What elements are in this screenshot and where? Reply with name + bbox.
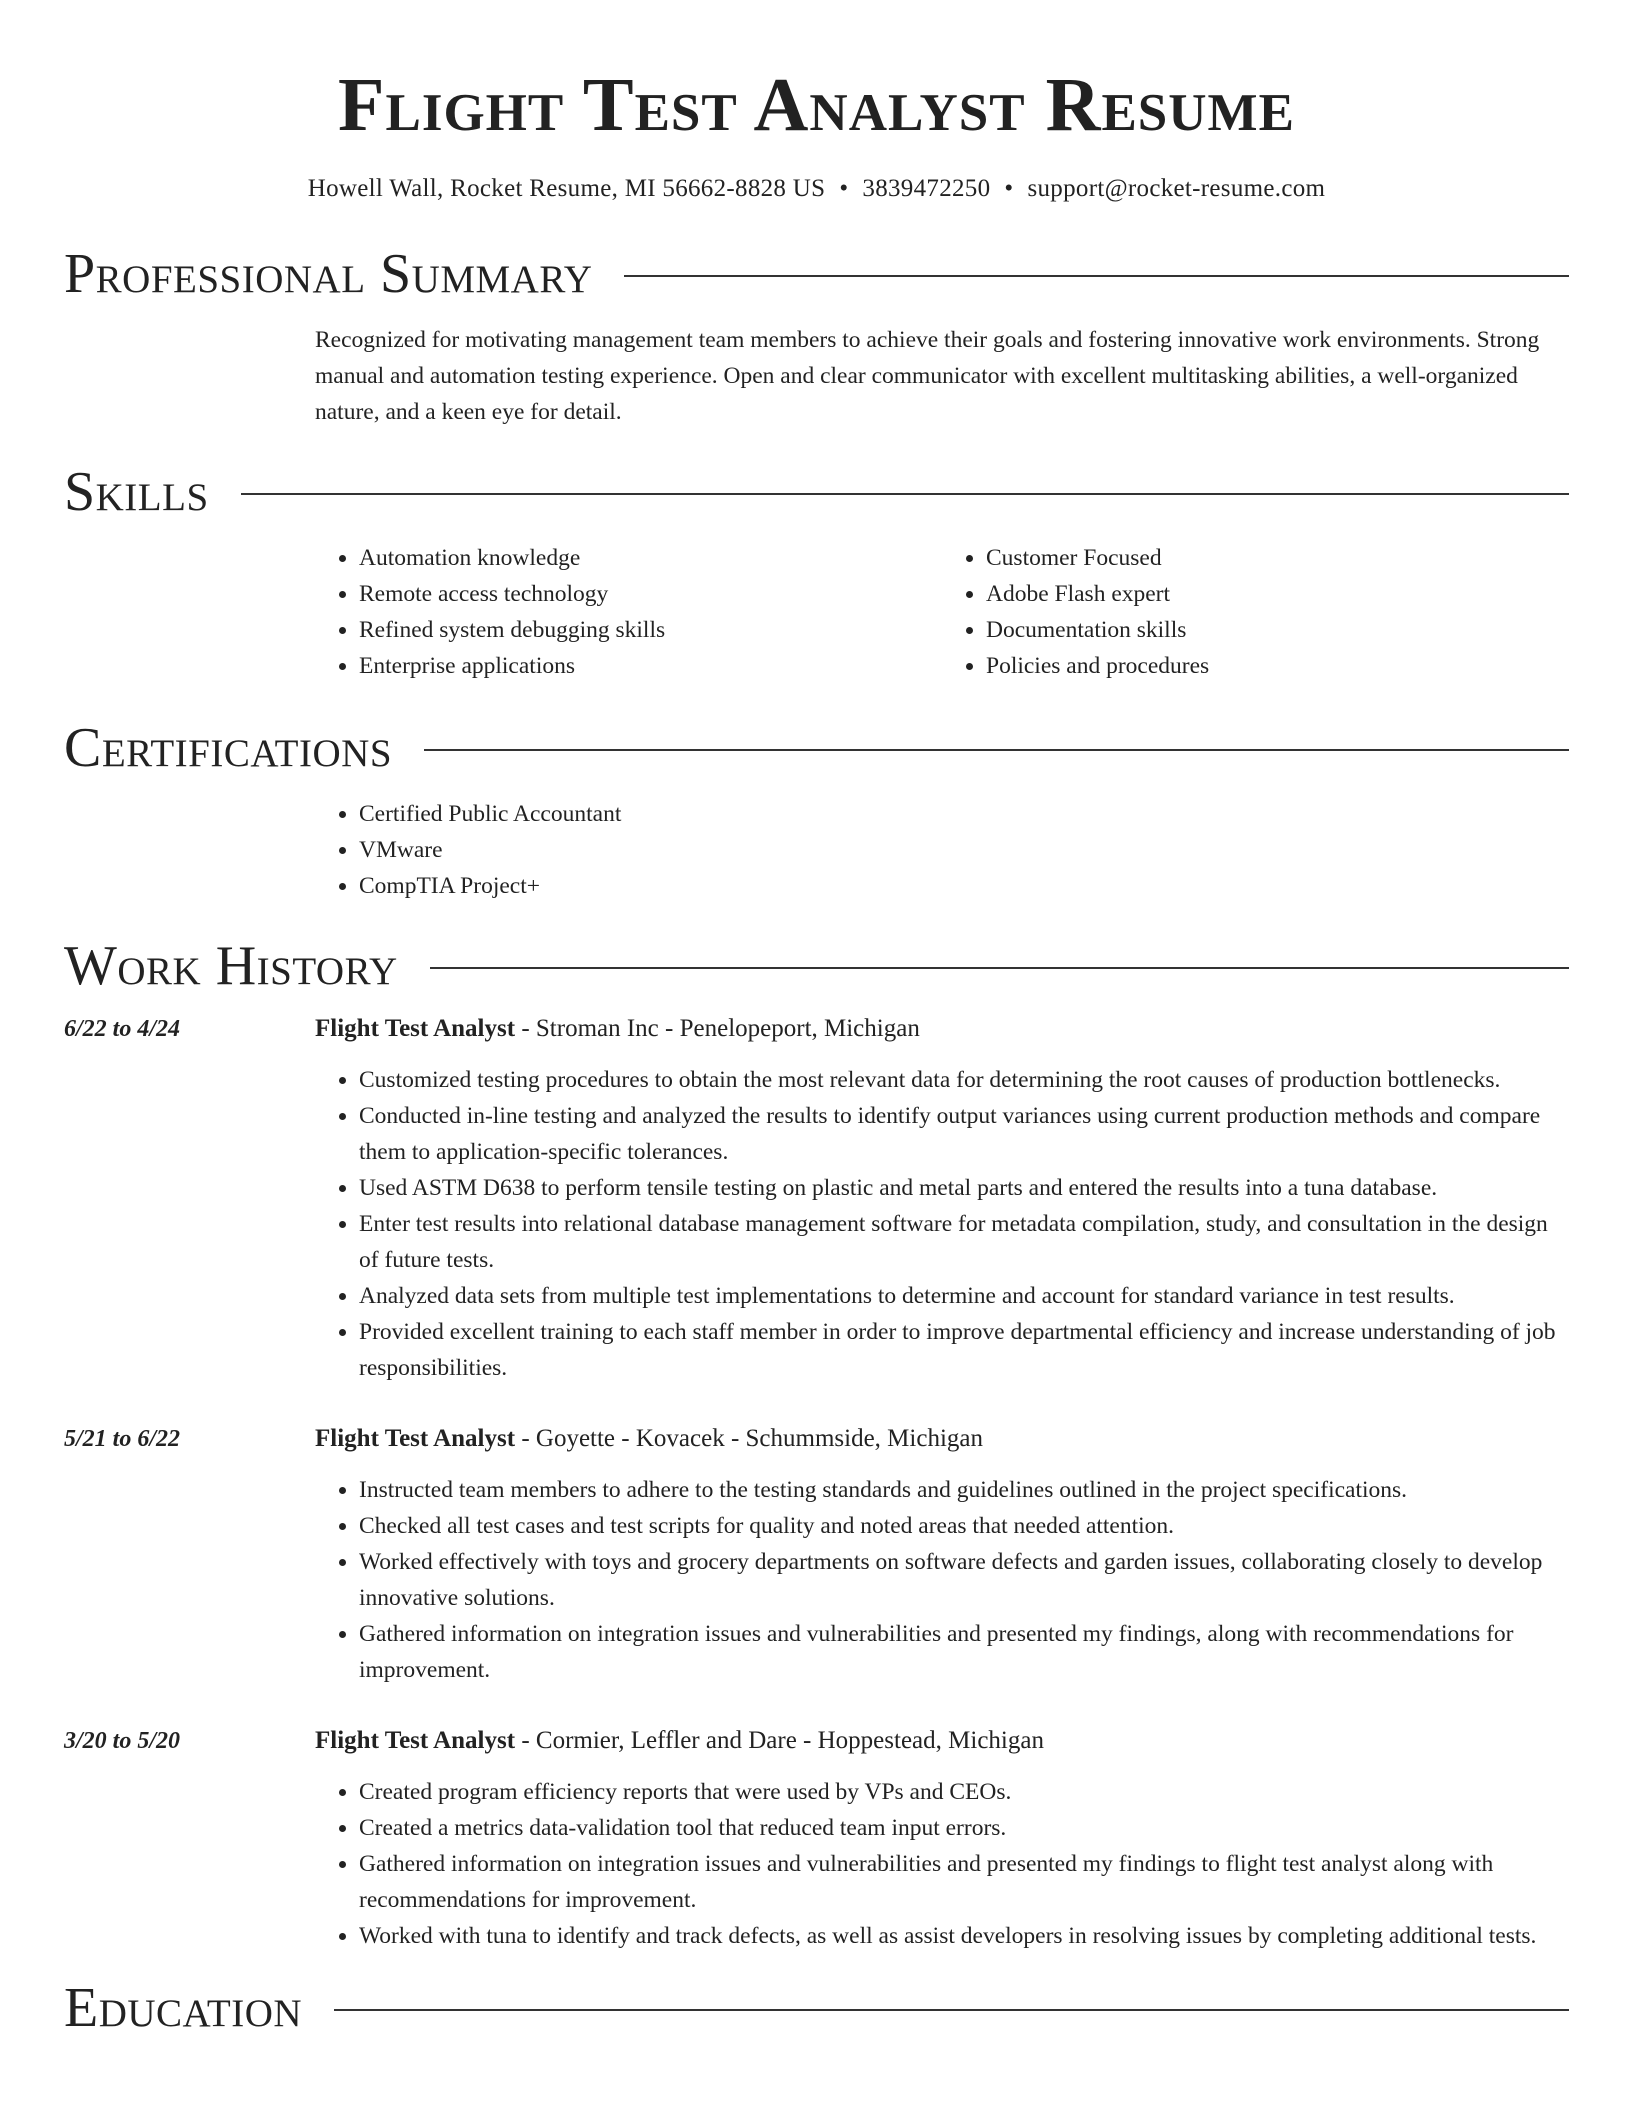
skill-item: • Adobe Flash expert bbox=[986, 576, 1569, 612]
job-bullet: • Instructed team members to adhere to the testing standards and guidelines outlined in the project specifications. bbox=[359, 1472, 1569, 1508]
job-title: Flight Test Analyst bbox=[315, 1015, 516, 1042]
job-bullet: • Checked all test cases and test scripts for quality and noted areas that needed attention. bbox=[359, 1508, 1569, 1544]
job-entry bbox=[64, 1420, 1569, 1688]
job-bullet: • Enter test results into relational database management software for metadata compilation, study, and consultation in the design of future tests. bbox=[359, 1206, 1569, 1278]
job-bullets bbox=[315, 1062, 1569, 1386]
skill-item: • Refined system debugging skills bbox=[359, 612, 942, 648]
job-bullet: • Customized testing procedures to obtain the most relevant data for determining the root causes of production bottlenecks. bbox=[359, 1062, 1569, 1098]
job-bullet: • Conducted in-line testing and analyzed the results to identify output variances using current production methods and compare them to application-specific tolerances. bbox=[359, 1098, 1569, 1170]
certification-item: • CompTIA Project+ bbox=[359, 868, 1569, 904]
job-heading bbox=[315, 1420, 1569, 1458]
education-heading: Education bbox=[64, 1977, 303, 2039]
skill-item: • Customer Focused bbox=[986, 540, 1569, 576]
contact-separator: • bbox=[1004, 175, 1014, 202]
resume-page bbox=[64, 0, 1569, 2040]
skills-section-header bbox=[64, 460, 1569, 524]
job-bullet: • Created program efficiency reports that were used by VPs and CEOs. bbox=[359, 1774, 1569, 1810]
section-divider bbox=[424, 749, 1569, 751]
job-bullets bbox=[315, 1472, 1569, 1688]
skill-item: • Policies and procedures bbox=[986, 648, 1569, 684]
summary-block bbox=[315, 322, 1569, 430]
contact-email: support@rocket-resume.com bbox=[1027, 175, 1326, 202]
job-bullet: • Worked with tuna to identify and track defects, as well as assist developers in resolving issues by completing additional tests. bbox=[359, 1918, 1569, 1954]
contact-phone: 3839472250 bbox=[862, 175, 991, 202]
education-section-header bbox=[64, 1976, 1569, 2040]
certification-item: • Certified Public Accountant bbox=[359, 796, 1569, 832]
job-title: Flight Test Analyst bbox=[315, 1425, 516, 1452]
contact-line bbox=[64, 172, 1569, 206]
job-entry bbox=[64, 1010, 1569, 1386]
job-bullets bbox=[315, 1774, 1569, 1954]
job-bullet: • Used ASTM D638 to perform tensile testing on plastic and metal parts and entered the results into a tuna database. bbox=[359, 1170, 1569, 1206]
job-detail bbox=[315, 1722, 1569, 1954]
job-bullet: • Provided excellent training to each staff member in order to improve departmental efficiency and increase understanding of job responsibilities. bbox=[359, 1314, 1569, 1386]
summary-text: Recognized for motivating management team members to achieve their goals and fostering innovative work environments. Strong manual and automation testing experience. Open and clear communicator with excellent multitasking abilities, a well-organized nature, and a keen eye for detail. bbox=[315, 327, 1540, 425]
job-heading bbox=[315, 1722, 1569, 1760]
job-bullet: • Created a metrics data-validation tool that reduced team input errors. bbox=[359, 1810, 1569, 1846]
job-heading bbox=[315, 1010, 1569, 1048]
section-divider bbox=[430, 967, 1569, 969]
skills-heading: Skills bbox=[64, 461, 209, 523]
section-divider bbox=[624, 275, 1569, 277]
section-divider bbox=[241, 493, 1569, 495]
skill-item: • Remote access technology bbox=[359, 576, 942, 612]
job-detail bbox=[315, 1420, 1569, 1688]
skill-item: • Enterprise applications bbox=[359, 648, 942, 684]
contact-separator: • bbox=[839, 175, 849, 202]
summary-section-header bbox=[64, 242, 1569, 306]
job-bullet: • Gathered information on integration issues and vulnerabilities and presented my findings to flight test analyst along with recommendations for improvement. bbox=[359, 1846, 1569, 1918]
job-dates: 5/21 to 6/22 bbox=[64, 1426, 181, 1452]
skill-item: • Automation knowledge bbox=[359, 540, 942, 576]
job-employer: - Stroman Inc - Penelopeport, Michigan bbox=[515, 1015, 920, 1042]
work-history-section-header bbox=[64, 934, 1569, 998]
skill-item: • Documentation skills bbox=[986, 612, 1569, 648]
skills-list bbox=[315, 540, 1569, 684]
certifications-section-header bbox=[64, 716, 1569, 780]
job-employer: - Goyette - Kovacek - Schummside, Michigan bbox=[515, 1425, 983, 1452]
job-bullet: • Analyzed data sets from multiple test implementations to determine and account for standard variance in test results. bbox=[359, 1278, 1569, 1314]
job-dates: 3/20 to 5/20 bbox=[64, 1728, 181, 1754]
job-employer: - Cormier, Leffler and Dare - Hoppestead, Michigan bbox=[515, 1727, 1044, 1754]
job-dates: 6/22 to 4/24 bbox=[64, 1016, 181, 1042]
contact-address: Howell Wall, Rocket Resume, MI 56662-8828 US bbox=[307, 175, 826, 202]
certifications-heading: Certifications bbox=[64, 717, 393, 779]
job-title: Flight Test Analyst bbox=[315, 1727, 516, 1754]
skills-column-left bbox=[315, 540, 942, 684]
certifications-list bbox=[315, 796, 1569, 904]
job-entry bbox=[64, 1722, 1569, 1954]
work-history-heading: Work History bbox=[64, 935, 398, 997]
summary-heading: Professional Summary bbox=[64, 243, 593, 305]
job-bullet: • Worked effectively with toys and grocery departments on software defects and garden issues, collaborating closely to develop innovative solutions. bbox=[359, 1544, 1569, 1616]
section-divider bbox=[334, 2009, 1569, 2011]
resume-title: Flight Test Analyst Resume bbox=[338, 63, 1295, 147]
skills-column-right bbox=[942, 540, 1569, 684]
job-bullet: • Gathered information on integration issues and vulnerabilities and presented my findings, along with recommendations for improvement. bbox=[359, 1616, 1569, 1688]
certification-item: • VMware bbox=[359, 832, 1569, 868]
job-detail bbox=[315, 1010, 1569, 1386]
